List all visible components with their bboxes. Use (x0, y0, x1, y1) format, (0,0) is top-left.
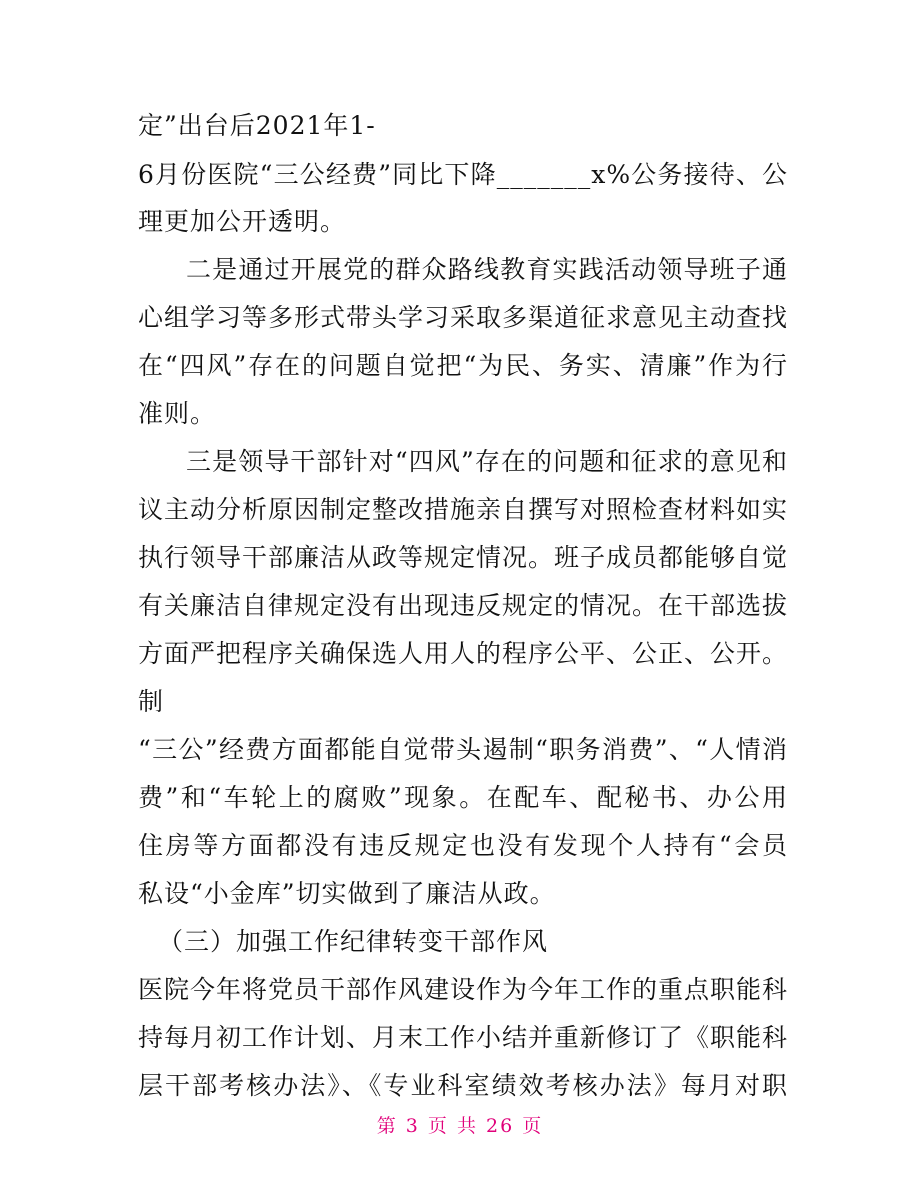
body-line: 有关廉洁自律规定没有出现违反规定的情况。在干部选拔 (138, 591, 788, 620)
body-line: 议主动分析原因制定整改措施亲自撰写对照检查材料如实 (138, 495, 788, 524)
body-line: 6月份医院“三公经费”同比下降_______x%公务接待、公 (138, 160, 788, 189)
body-line: 层干部考核办法》、《专业科室绩效考核办法》每月对职 (138, 1071, 788, 1100)
paragraph-3-start: 三是领导干部针对“四风”存在的问题和征求的意见和 (186, 447, 788, 476)
body-line: “三公”经费方面都能自觉带头遏制“职务消费”、“人情消 (138, 735, 788, 764)
body-line: 心组学习等多形式带头学习采取多渠道征求意见主动查找 (138, 303, 788, 332)
body-line: 私设“小金库”切实做到了廉洁从政。 (138, 879, 556, 908)
body-line: 医院今年将党员干部作风建设作为今年工作的重点职能科 (138, 975, 788, 1004)
body-line: 费”和“车轮上的腐败”现象。在配车、配秘书、办公用 (138, 783, 788, 812)
body-line: 持每月初工作计划、月末工作小结并重新修订了《职能科 (138, 1023, 788, 1052)
section-heading: （三）加强工作纪律转变干部作风 (158, 927, 549, 956)
body-line: 准则。 (138, 399, 217, 428)
body-line: 理更加公开透明。 (138, 207, 347, 236)
body-line: 方面严把程序关确保选人用人的程序公平、公正、公开。 (138, 639, 788, 668)
body-line: 执行领导干部廉洁从政等规定情况。班子成员都能够自觉 (138, 543, 788, 572)
body-line: 制 (138, 687, 165, 716)
body-line: 住房等方面都没有违反规定也没有发现个人持有“会员 (138, 831, 788, 860)
body-line: 在“四风”存在的问题自觉把“为民、务实、清廉”作为行 (138, 351, 788, 380)
page-number-footer: 第 3 页 共 26 页 (376, 1115, 544, 1137)
body-line: 定”出台后2021年1- (138, 111, 376, 140)
paragraph-2-start: 二是通过开展党的群众路线教育实践活动领导班子通 (186, 255, 788, 284)
